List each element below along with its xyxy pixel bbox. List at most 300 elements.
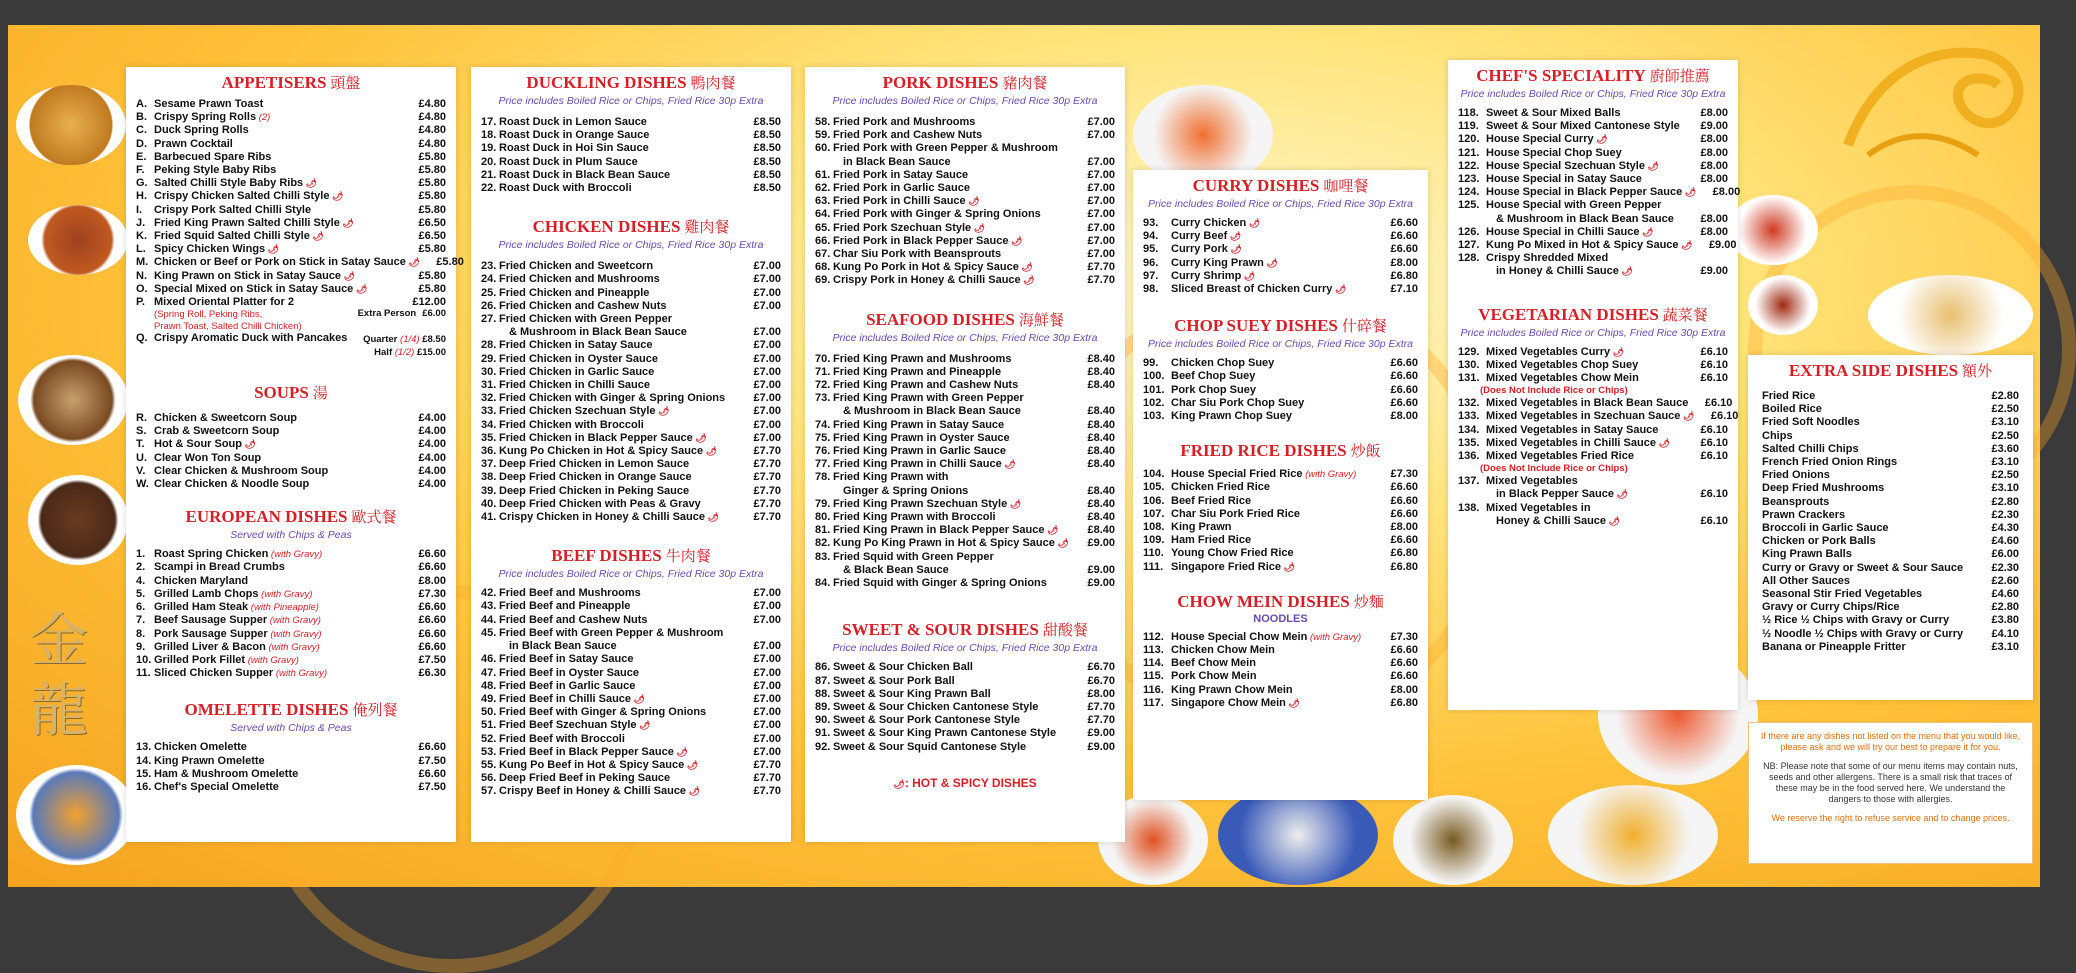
menu-item-price: £4.00 xyxy=(418,464,446,477)
menu-item-name: Prawn Crackers xyxy=(1762,508,1846,521)
menu-item-number: 5. xyxy=(136,587,146,600)
menu-item-number: 32. xyxy=(481,392,497,405)
menu-item-label xyxy=(1486,410,1694,423)
menu-item-name: King Prawn Omelette xyxy=(154,754,265,767)
menu-item-name: Curry or Gravy or Sweet & Sour Sauce xyxy=(1762,561,1964,574)
menu-item-price: £7.00 xyxy=(753,732,781,745)
soups-menu-item xyxy=(136,452,446,465)
menu-item-label xyxy=(1486,107,1684,120)
menu-item-number: K. xyxy=(136,230,147,243)
seafood-menu-item xyxy=(815,432,1115,445)
menu-item-name: Singapore Chow Mein xyxy=(1171,696,1286,709)
menu-item-number: 89. xyxy=(815,700,831,713)
menu-item-price: £7.30 xyxy=(418,587,446,600)
menu-item-name: Chicken Chop Suey xyxy=(1171,357,1275,370)
menu-item-label xyxy=(499,627,737,640)
seafood-menu-item xyxy=(815,458,1115,471)
seafood-menu-item xyxy=(815,419,1115,432)
appetisers-menu-item xyxy=(136,283,446,296)
menu-item-label xyxy=(1762,614,1975,627)
menu-item-price: £8.40 xyxy=(1087,458,1115,471)
menu-item-label xyxy=(154,575,402,588)
menu-item-name: Fried Chicken in Satay Sauce xyxy=(499,339,653,352)
menu-item-price: £5.80 xyxy=(418,243,446,256)
menu-item-name: Beef Fried Rice xyxy=(1171,494,1252,507)
duckling-title: DUCKLING DISHES 鴨肉餐 xyxy=(526,73,736,92)
menu-item-name: Fried Pork in Garlic Sauce xyxy=(833,182,970,195)
menu-item-number: 56. xyxy=(481,772,497,785)
chili-icon: 🌶 xyxy=(1655,437,1670,448)
menu-item-price: £7.00 xyxy=(753,719,781,732)
duck-quarter: Quarter (1/4) £8.50 xyxy=(363,333,446,345)
menu-item-name: Fried Onions xyxy=(1762,469,1830,482)
menu-item-name: Sliced Breast of Chicken Curry xyxy=(1171,283,1333,296)
omelette-menu-item xyxy=(136,781,446,794)
menu-item-name: Salted Chilli Style Baby Ribs xyxy=(154,177,304,190)
vegetarian-menu-item xyxy=(1458,475,1728,488)
menu-item-number: 99. xyxy=(1143,357,1159,370)
chopsuey-menu-item xyxy=(1143,384,1418,397)
spring-roll-photo xyxy=(16,85,126,165)
menu-item-label xyxy=(833,701,1071,714)
menu-item-price: £6.80 xyxy=(1390,547,1418,560)
chopsuey-title: CHOP SUEY DISHES 什碎餐 xyxy=(1174,316,1387,336)
menu-item-label xyxy=(833,169,1071,182)
menu-item-name: Beef Chow Mein xyxy=(1171,657,1256,670)
menu-item-price: £8.00 xyxy=(1390,521,1418,534)
menu-item-number: S. xyxy=(136,425,147,438)
pork-menu-item xyxy=(815,248,1115,261)
pork-menu-item xyxy=(815,156,1115,169)
menu-item-number: 17. xyxy=(481,116,497,128)
menu-item-price: £9.00 xyxy=(1087,740,1115,753)
menu-item-label xyxy=(499,169,737,182)
menu-item-label xyxy=(833,564,1071,577)
sweetsour-list xyxy=(815,661,1115,753)
menu-item-name: Fried Beef in Garlic Sauce xyxy=(499,679,636,692)
european-menu-item xyxy=(136,641,446,654)
menu-item-name: Fried Pork Szechuan Style xyxy=(833,221,972,234)
curry-menu-item xyxy=(1143,270,1418,283)
column-4 xyxy=(1133,170,1428,800)
chowmein-menu-item xyxy=(1143,684,1418,697)
menu-item-name: Mixed Vegetables xyxy=(1486,475,1578,488)
menu-item-label xyxy=(1171,410,1374,423)
menu-item-label xyxy=(499,785,737,798)
menu-item-name: Ginger & Spring Onions xyxy=(843,484,969,497)
menu-page xyxy=(8,25,2040,887)
menu-item-price: £7.00 xyxy=(753,286,781,299)
menu-item-price: £6.70 xyxy=(1087,661,1115,674)
menu-item-number: 53. xyxy=(481,745,497,758)
european-menu-item xyxy=(136,628,446,641)
allergy-line-3: We reserve the right to refuse service and to change prices. xyxy=(1771,813,2010,823)
vegetarian-menu-item xyxy=(1458,346,1728,359)
menu-item-number: 81. xyxy=(815,524,831,537)
menu-item-price: £8.40 xyxy=(1087,365,1115,378)
chicken-menu-item xyxy=(481,392,781,405)
menu-item-price: £6.10 xyxy=(1700,450,1728,463)
menu-item-note: (Does Not Include Rice or Chips) xyxy=(1480,463,1628,475)
menu-item-label xyxy=(1486,488,1684,501)
chicken-menu-item xyxy=(481,353,781,366)
menu-item-name: Fried Squid with Ginger & Spring Onions xyxy=(833,577,1047,590)
menu-item-name: Deep Fried Beef in Peking Sauce xyxy=(499,772,671,785)
sweetsour-menu-item xyxy=(815,701,1115,714)
seafood-menu-item xyxy=(815,392,1115,405)
pork-menu-item xyxy=(815,208,1115,221)
menu-item-name: Fried Squid with Green Pepper xyxy=(833,550,994,563)
menu-item-name: Crab & Sweetcorn Soup xyxy=(154,425,280,438)
sweetsour-menu-item xyxy=(815,661,1115,674)
menu-item-label xyxy=(833,222,1071,235)
menu-item-label xyxy=(1762,628,1975,641)
chili-icon: 🌶 xyxy=(673,746,688,757)
menu-item-label xyxy=(154,177,402,190)
menu-item-label xyxy=(833,727,1071,740)
menu-item-name: Seasonal Stir Fried Vegetables xyxy=(1762,588,1923,601)
menu-item-price xyxy=(1684,475,1728,488)
menu-item-label xyxy=(833,471,1071,484)
menu-item-number: 105. xyxy=(1143,481,1165,494)
menu-item-label xyxy=(1762,509,1975,522)
vegetarian-menu-item xyxy=(1458,397,1733,410)
menu-item-name: Fried Pork in Chilli Sauce xyxy=(833,195,966,208)
fried-rice-photo xyxy=(1868,275,2033,355)
soups-menu-item xyxy=(136,412,446,425)
extra-menu-item xyxy=(1762,456,2019,469)
menu-item-number: 138. xyxy=(1458,501,1480,514)
menu-item-label xyxy=(499,640,737,653)
curry-subtitle: Price includes Boiled Rice or Chips, Fried Rice 30p Extra xyxy=(1148,198,1413,210)
menu-item-number: V. xyxy=(136,464,146,477)
menu-item-name: Roast Spring Chicken xyxy=(154,548,269,561)
menu-item-number: 40. xyxy=(481,497,497,510)
menu-item-note: (with Gravy) xyxy=(267,628,322,640)
dish-photo xyxy=(1218,785,1378,885)
menu-item-label xyxy=(1171,481,1374,494)
friedrice-menu-item xyxy=(1143,495,1418,508)
menu-item-price: £7.00 xyxy=(1087,116,1115,128)
menu-item-label xyxy=(499,432,737,445)
vegetarian-menu-item xyxy=(1458,372,1728,385)
european-subtitle: Served with Chips & Peas xyxy=(230,529,352,542)
menu-item-label xyxy=(1762,482,1975,495)
chefs-menu-item xyxy=(1458,239,1737,252)
menu-item-name: Sweet & Sour King Prawn Ball xyxy=(833,687,991,700)
menu-item-price: £7.50 xyxy=(418,780,446,793)
menu-item-number: 58. xyxy=(815,116,831,128)
menu-item-label xyxy=(1171,283,1374,296)
menu-item-price: £6.80 xyxy=(1390,560,1418,573)
menu-item-price: £4.10 xyxy=(1991,627,2019,640)
menu-item-price: £5.80 xyxy=(418,150,446,163)
extra-menu-item xyxy=(1762,482,2019,495)
menu-item-name: Mixed Vegetables in Satay Sauce xyxy=(1486,423,1659,436)
menu-item-price: £7.00 xyxy=(1087,195,1115,208)
menu-item-label xyxy=(154,614,402,627)
menu-item-name: Deep Fried Mushrooms xyxy=(1762,482,1885,495)
menu-item-price: £9.00 xyxy=(1087,563,1115,576)
menu-item-price: £7.70 xyxy=(753,458,781,471)
menu-item-label xyxy=(833,353,1071,366)
menu-item-name: Fried Beef with Ginger & Spring Onions xyxy=(499,706,707,719)
menu-item-name: Young Chow Fried Rice xyxy=(1171,547,1294,560)
menu-item-label xyxy=(833,458,1071,471)
menu-item-price: £6.60 xyxy=(418,601,446,614)
menu-item-number: 107. xyxy=(1143,507,1165,520)
menu-item-price: £7.00 xyxy=(1087,129,1115,142)
menu-item-name: Fried Pork with Ginger & Spring Onions xyxy=(833,208,1041,221)
chili-icon: 🌶 xyxy=(339,217,354,228)
menu-item-price: £4.80 xyxy=(418,137,446,150)
allergy-line-1: If there are any dishes not listed on the menu that you would like, please ask and we will try our best to prepare it for you. xyxy=(1760,731,2021,752)
menu-item-name: House Special Curry xyxy=(1486,133,1594,146)
european-menu-item xyxy=(136,601,446,614)
menu-item-number: 30. xyxy=(481,365,497,378)
menu-item-number: 135. xyxy=(1458,436,1480,449)
menu-item-number: 133. xyxy=(1458,410,1480,423)
chopsuey-menu-item xyxy=(1143,357,1418,370)
menu-item-price: £5.80 xyxy=(418,282,446,295)
menu-item-number: 115. xyxy=(1143,670,1164,683)
menu-item-label xyxy=(499,511,737,524)
menu-item-price: £6.70 xyxy=(1087,674,1115,687)
menu-item-number: 124. xyxy=(1458,186,1480,199)
menu-item-price: £6.80 xyxy=(1390,269,1418,282)
menu-item-price: £7.00 xyxy=(753,418,781,431)
menu-item-price: £8.00 xyxy=(1700,133,1728,146)
menu-item-price: £7.70 xyxy=(753,484,781,497)
menu-item-price: £7.50 xyxy=(418,754,446,767)
menu-item-name: Sweet & Sour Chicken Cantonese Style xyxy=(833,700,1039,713)
menu-item-label xyxy=(1762,403,1975,416)
menu-item-number: 116. xyxy=(1143,683,1164,696)
menu-item-label xyxy=(499,287,737,300)
menu-item-name: Crispy Chicken Salted Chilli Style xyxy=(154,190,330,203)
menu-item-label xyxy=(1762,496,1975,509)
chicken-menu-item xyxy=(481,419,781,432)
menu-item-name: Char Siu Pork Chop Suey xyxy=(1171,396,1305,409)
curry-list xyxy=(1143,217,1418,296)
menu-item-price: £8.00 xyxy=(1700,173,1728,186)
menu-item-label xyxy=(154,190,402,203)
menu-item-label xyxy=(154,243,402,256)
menu-item-number: 27. xyxy=(481,313,497,326)
appetisers-menu-item xyxy=(136,204,446,217)
menu-item-price: £7.00 xyxy=(753,273,781,286)
menu-item-price: £9.00 xyxy=(1700,265,1728,278)
appetisers-menu-item xyxy=(136,98,446,111)
menu-item-number: 70. xyxy=(815,352,831,365)
menu-item-name: Curry Pork xyxy=(1171,243,1228,256)
chili-icon: 🌶 xyxy=(705,512,719,523)
chowmein-menu-item xyxy=(1143,670,1418,683)
beef-menu-item xyxy=(481,600,781,613)
omelette-subtitle: Served with Chips & Peas xyxy=(230,722,352,735)
chopsuey-menu-item xyxy=(1143,410,1418,423)
menu-item-label xyxy=(499,419,737,432)
column-1 xyxy=(126,67,464,842)
menu-item-number: 25. xyxy=(481,286,497,299)
menu-item-label xyxy=(1486,515,1684,528)
seafood-list xyxy=(815,353,1115,591)
menu-item-number: 93. xyxy=(1143,217,1159,229)
menu-item-label xyxy=(1171,270,1374,283)
menu-item-label xyxy=(499,339,737,352)
chowmein-menu-item xyxy=(1143,631,1418,644)
menu-item-number: 137. xyxy=(1458,475,1480,488)
menu-item-price: £7.30 xyxy=(1390,468,1418,481)
menu-item-price: £2.30 xyxy=(1991,508,2019,521)
seafood-menu-item xyxy=(815,511,1115,524)
menu-item-number: 24. xyxy=(481,273,497,286)
beef-menu-item xyxy=(481,759,781,772)
beef-menu-item xyxy=(481,693,781,706)
menu-item-price: £2.30 xyxy=(1991,561,2019,574)
menu-item-name: Chicken & Sweetcorn Soup xyxy=(154,412,298,425)
menu-item-price: £8.40 xyxy=(1087,511,1115,524)
menu-item-number: T. xyxy=(136,438,145,451)
duck-row: Q. Crispy Aromatic Duck with Pancakes xyxy=(136,332,348,345)
menu-item-number: 7. xyxy=(136,614,146,627)
menu-item-label xyxy=(1486,199,1684,212)
menu-item-label xyxy=(1762,588,1975,601)
beef-menu-item xyxy=(481,719,781,732)
menu-item-price: £3.60 xyxy=(1991,442,2019,455)
extra-menu-item xyxy=(1762,469,2019,482)
menu-item-label xyxy=(499,759,737,772)
menu-item-name: King Prawn on Stick in Satay Sauce xyxy=(154,269,342,282)
menu-item-price: £6.30 xyxy=(418,667,446,680)
menu-item-name: in Honey & Chilli Sauce xyxy=(1496,265,1619,278)
menu-item-name: Pork Chow Mein xyxy=(1171,670,1257,683)
menu-item-number: 77. xyxy=(815,458,831,471)
menu-item-number: 122. xyxy=(1458,159,1480,172)
duckling-menu-item xyxy=(481,129,781,142)
menu-item-price: £4.80 xyxy=(418,98,446,110)
curry-menu-item xyxy=(1143,257,1418,270)
chicken-menu-item xyxy=(481,498,781,511)
menu-item-name: Curry Shrimp xyxy=(1171,269,1242,282)
chili-icon: 🌶 xyxy=(965,196,980,207)
menu-item-name: House Special Szechuan Style xyxy=(1486,159,1645,172)
chili-icon: 🌶 xyxy=(309,231,324,242)
menu-item-name: Fried Chicken and Cashew Nuts xyxy=(499,299,667,312)
menu-item-number: I. xyxy=(136,203,143,216)
menu-item-name: Mixed Vegetables in xyxy=(1486,501,1591,514)
chili-icon: 🌶 xyxy=(303,178,318,189)
seafood-menu-item xyxy=(815,524,1115,537)
menu-item-price: £3.10 xyxy=(1991,482,2019,495)
menu-item-number: 104. xyxy=(1143,468,1165,481)
curry-menu-item xyxy=(1143,243,1418,256)
menu-item-number: 60. xyxy=(815,142,831,155)
menu-item-name: King Prawn xyxy=(1171,521,1232,534)
menu-item-price: £7.00 xyxy=(753,339,781,352)
menu-item-name: Roast Duck with Broccoli xyxy=(499,182,632,195)
menu-item-price: £2.50 xyxy=(1991,429,2019,442)
menu-item-label xyxy=(499,772,737,785)
menu-item-number xyxy=(815,405,833,418)
menu-item-name: Curry Chicken xyxy=(1171,217,1247,229)
menu-item-name: Mixed Vegetables in Chilli Sauce xyxy=(1486,436,1656,449)
vegetarian-menu-item xyxy=(1458,385,1728,397)
menu-item-name: ½ Noodle ½ Chips with Gravy or Curry xyxy=(1762,627,1964,640)
menu-item-number: 45. xyxy=(481,626,497,639)
chili-icon: 🌶 xyxy=(1227,244,1242,255)
menu-item-number: 38. xyxy=(481,471,497,484)
menu-item-price: £2.80 xyxy=(1991,601,2019,614)
menu-item-label xyxy=(1762,535,1975,548)
menu-item-price: £7.00 xyxy=(753,299,781,312)
chili-icon: 🌶 xyxy=(703,446,718,457)
ribs-photo xyxy=(1748,275,1818,335)
menu-item-price: £7.30 xyxy=(1390,630,1418,643)
logo-chinese-characters: 金龍 xyxy=(30,606,89,744)
menu-item-label xyxy=(1171,684,1374,697)
omelette-menu-item xyxy=(136,741,446,754)
menu-item-number: 100. xyxy=(1143,370,1165,383)
menu-item-price: £8.40 xyxy=(1087,431,1115,444)
chefs-menu-item xyxy=(1458,252,1728,265)
menu-item-number: 65. xyxy=(815,221,831,234)
chicken-menu-item xyxy=(481,300,781,313)
menu-item-price: £8.50 xyxy=(753,182,781,195)
menu-item-price: £7.00 xyxy=(1087,155,1115,168)
menu-item-price: £4.00 xyxy=(418,451,446,464)
menu-item-name: & Mushroom in Black Bean Sauce xyxy=(509,326,687,339)
menu-item-label xyxy=(499,693,737,706)
menu-item-price: £7.00 xyxy=(753,666,781,679)
menu-item-name: Boiled Rice xyxy=(1762,403,1822,416)
menu-item-number: 31. xyxy=(481,379,497,392)
seafood-menu-item xyxy=(815,471,1115,484)
menu-item-price: £4.80 xyxy=(418,124,446,137)
menu-item-label xyxy=(1762,390,1975,403)
menu-item-name: Fried Beef and Mushrooms xyxy=(499,587,641,600)
menu-item-price: £12.00 xyxy=(412,296,446,309)
menu-item-label xyxy=(833,714,1071,727)
menu-item-number: M. xyxy=(136,256,149,269)
menu-item-label xyxy=(1171,547,1374,560)
pork-menu-item xyxy=(815,235,1115,248)
menu-item-number: 91. xyxy=(815,727,831,740)
menu-item-name: Fried King Prawn Salted Chilli Style xyxy=(154,216,340,229)
menu-item-name: Crispy Spring Rolls xyxy=(154,111,257,124)
menu-item-label xyxy=(154,138,402,151)
extra-menu-item xyxy=(1762,641,2019,654)
menu-item-price: £7.00 xyxy=(753,653,781,666)
menu-item-number xyxy=(481,640,499,653)
menu-item-number xyxy=(1458,265,1486,278)
menu-item-label xyxy=(833,248,1071,261)
menu-item-name: Fried King Prawn with xyxy=(833,471,949,484)
menu-item-name: Fried Beef in Chilli Sauce xyxy=(499,692,632,705)
menu-item-price: £8.50 xyxy=(753,142,781,155)
menu-item-label xyxy=(154,478,402,491)
menu-item-price: £6.10 xyxy=(1700,345,1728,358)
menu-item-name: Fried Beef in Satay Sauce xyxy=(499,653,634,666)
column-6 xyxy=(1748,355,2033,700)
menu-item-price: £7.70 xyxy=(1087,714,1115,727)
menu-item-name: ½ Rice ½ Chips with Gravy or Curry xyxy=(1762,614,1950,627)
european-title: EUROPEAN DISHES 歐式餐 xyxy=(185,507,397,527)
menu-item-price: £9.00 xyxy=(1087,537,1115,550)
menu-item-number: 10. xyxy=(136,653,152,666)
chefs-menu-item xyxy=(1458,160,1728,173)
menu-item-label xyxy=(1171,397,1374,410)
